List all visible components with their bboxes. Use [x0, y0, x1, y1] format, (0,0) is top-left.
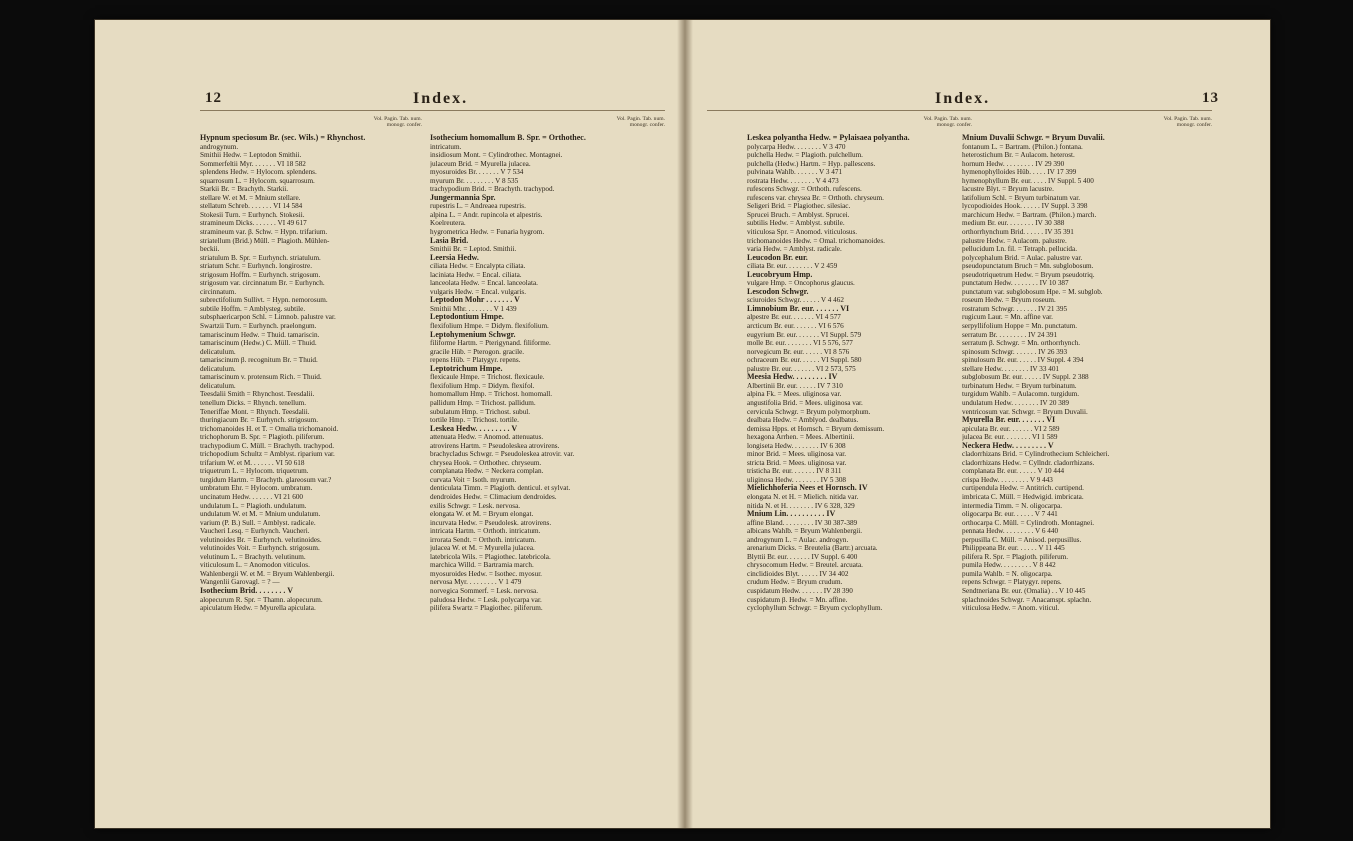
species-entry: squarrosum L. = Hylocom. squarrosum. [200, 176, 315, 185]
species-entry: crispa Hedw. . . . . . . . . V 9 443 [962, 475, 1053, 484]
species-entry: Starkii Br. = Brachyth. Starkii. [200, 185, 289, 194]
species-entry: Sommerfeltii Myr. . . . . . . VI 18 582 [200, 159, 306, 168]
species-entry: cuspidatum β. Hedw. = Mn. affine. [747, 595, 848, 604]
species-entry: intricata Hartm. = Orthoth. intricatum. [430, 527, 541, 536]
species-entry: insidiosum Mont. = Cylindrothec. Montagnei. [430, 151, 563, 160]
species-entry: longiseta Hedw. . . . . . . . IV 6 308 [747, 441, 846, 450]
species-entry: crudum Hedw. = Bryum crudum. [747, 578, 843, 587]
species-entry: striatum Schr. = Eurhynch. longirostre. [200, 262, 313, 271]
species-entry: rostrata Hedw. . . . . . . . V 4 473 [747, 176, 839, 185]
species-entry: alopecurum R. Spr. = Thamn. alopecurum. [200, 595, 323, 604]
genus-entry: Meesia Hedw. . . . . . . . . IV [747, 373, 838, 382]
species-entry: hexagona Arrhen. = Mees. Albertinii. [747, 433, 855, 442]
species-entry: delicatulum. [200, 364, 236, 373]
species-entry: brachycladus Schwgr. = Pseudoleskea atrovir. var. [430, 450, 575, 459]
species-entry: myurum Br. . . . . . . . . V 8 535 [430, 176, 519, 185]
species-entry: ochraceum Br. eur. . . . . . VI Suppl. 580 [747, 356, 862, 365]
species-entry: alpina L. = Andr. rupincola et alpestris. [430, 210, 543, 219]
species-entry: stramineum Dicks. . . . . . . VI 49 617 [200, 219, 307, 228]
species-entry: pellucidum Ln. fil. = Tetraph. pellucida. [962, 245, 1077, 254]
species-entry: curvata Voit = Isoth. myurum. [430, 475, 517, 484]
species-entry: Vaucheri Lesq. = Eurhynch. Vaucheri. [200, 527, 310, 536]
species-entry: orthocarpa C. Müll. = Cylindroth. Montagnei. [962, 518, 1095, 527]
species-entry: heterostichum Br. = Aulacom. heterost. [962, 151, 1075, 160]
entry-list [430, 134, 665, 613]
species-entry: cinclidioides Blyt. . . . . . IV 34 402 [747, 569, 849, 578]
species-entry: myosuroides Hedw. = Isothec. myosur. [430, 569, 542, 578]
species-entry: androgynum. [200, 142, 239, 151]
species-entry: undulatum Hedw. . . . . . . . IV 20 389 [962, 398, 1070, 407]
column-header: Vol. Pagin. Tab. num. monogr. confer. [616, 116, 665, 128]
species-entry: stellare W. et M. = Mnium stellare. [200, 193, 301, 202]
running-head-left: Index. [413, 90, 469, 107]
species-entry: roseum Hedw. = Bryum roseum. [962, 296, 1056, 305]
species-entry: hymenophyllum Br. eur. . . . . IV Suppl. 5 400 [962, 176, 1094, 185]
species-entry: marchicum Hedw. = Bartram. (Philon.) march. [962, 210, 1097, 219]
species-entry: cyclophyllum Schwgr. = Bryum cyclophyllum. [747, 604, 883, 613]
species-entry: exilis Schwgr. = Lesk. nervosa. [430, 501, 521, 510]
species-entry: turgidum Wahlb. = Aulacomn. turgidum. [962, 390, 1080, 399]
species-entry: ciliata Br. eur. . . . . . . . V 2 459 [747, 262, 838, 271]
entry-list [200, 134, 422, 613]
species-entry: repens Hüb. = Platygyr. repens. [430, 356, 521, 365]
species-entry: julaceum Brid. = Myurella julacea. [430, 159, 531, 168]
running-head-right: Index. [935, 90, 991, 107]
species-entry: rufescens Schwgr. = Orthoth. rufescens. [747, 185, 862, 194]
species-entry: varium (P. B.) Sull. = Amblyst. radicale. [200, 518, 316, 527]
species-entry: sciuroides Schwgr. . . . . . V 4 462 [747, 296, 844, 305]
right-page [687, 20, 1270, 828]
genus-entry: Leptodon Mohr . . . . . . . V [430, 296, 520, 305]
genus-entry: Leucobryum Hmp. [747, 270, 813, 279]
open-book [95, 20, 1270, 828]
genus-entry: Leskea Hedw. . . . . . . . . V [430, 424, 518, 433]
species-entry: latifolium Schl. = Bryum turbinatum var. [962, 193, 1081, 202]
species-entry: polycephalum Brid. = Aulac. palustre var. [962, 253, 1083, 262]
species-entry: cervicula Schwgr. = Bryum polymorphum. [747, 407, 871, 416]
species-entry: pumila Wahlb. = N. oligocarpa. [962, 569, 1053, 578]
species-entry: triquetrum L. = Hylocom. triquetrum. [200, 467, 309, 476]
species-entry: rostratum Schwgr. . . . . . . IV 21 395 [962, 304, 1068, 313]
species-entry: trachypodium C. Müll. = Brachyth. trachypod. [200, 441, 335, 450]
species-entry: delicatulum. [200, 347, 236, 356]
species-entry: affine Bland. . . . . . . . . IV 30 387-389 [747, 518, 858, 527]
header-rule-left [200, 110, 665, 111]
genus-entry: Mnium Lin. . . . . . . . . . IV [747, 510, 836, 519]
species-entry: punctatum Hedw. . . . . . . . IV 10 387 [962, 279, 1069, 288]
species-entry: elongata W. et M. = Bryum elongat. [430, 510, 534, 519]
index-column-4 [962, 116, 1212, 613]
species-entry: minor Brid. = Mees. uliginosa var. [747, 450, 847, 459]
species-entry: varia Hedw. = Amblyst. radicale. [747, 245, 842, 254]
species-entry: oligocarpa Br. eur. . . . . . V 7 441 [962, 510, 1058, 519]
species-entry: palustre Hedw. = Aulacom. palustre. [962, 236, 1067, 245]
species-entry: tamariscinum Hedw. = Thuid. tamariscin. [200, 330, 320, 339]
genus-entry: Leskea polyantha Hedw. = Pylaisaea polyantha. [747, 134, 910, 142]
species-entry: turbinatum Hedw. = Bryum turbinatum. [962, 381, 1077, 390]
genus-entry: Leptohymenium Schwgr. [430, 330, 516, 339]
species-entry: atrovirens Hartm. = Pseudoleskea atrovirens. [430, 441, 560, 450]
column-header: Vol. Pagin. Tab. num. monogr. confer. [923, 116, 972, 128]
species-entry: Wangenlii Garovagl. = ? — [200, 578, 280, 587]
species-entry: stramineum var. β. Schw. = Hypn. trifarium. [200, 228, 328, 237]
index-column-1 [200, 116, 422, 613]
species-entry: arenarium Dicks. = Breutelia (Bartr.) arcuata. [747, 544, 878, 553]
species-entry: trachypodium Brid. = Brachyth. trachypod. [430, 185, 555, 194]
species-entry: serratum Br. . . . . . . . . IV 24 391 [962, 330, 1058, 339]
species-entry: arcticum Br. eur. . . . . . . VI 6 576 [747, 322, 844, 331]
species-entry: Teneriffae Mont. = Rhynch. Teesdalii. [200, 407, 310, 416]
species-entry: trichomanoides H. et T. = Omalia trichomanoid. [200, 424, 339, 433]
species-entry: dealbata Hedw. = Amblyod. dealbatus. [747, 416, 859, 425]
species-entry: ventricosum var. Schwgr. = Bryum Duvalii. [962, 407, 1088, 416]
species-entry: polycarpa Hedw. . . . . . . . V 3 470 [747, 142, 846, 151]
species-entry: splachnoides Schwgr. = Anacamspt. splachn. [962, 595, 1092, 604]
species-entry: Smithii Hedw. = Leptodon Smithii. [200, 151, 302, 160]
species-entry: spinulosum Br. eur. . . . . . IV Suppl. 4 394 [962, 356, 1084, 365]
entry-list [962, 134, 1212, 613]
species-entry: tamariscinum v. protensum Rich. = Thuid. [200, 373, 322, 382]
species-entry: homomallum Hmp. = Trichost. homomall. [430, 390, 553, 399]
species-entry: denticulata Timm. = Plagioth. denticul. et sylvat. [430, 484, 571, 493]
species-entry: ciliata Hedw. = Encalypta ciliata. [430, 262, 526, 271]
species-entry: subsphaericarpon Schl. = Limnob. palustre var. [200, 313, 336, 322]
species-entry: splendens Hedw. = Hylocom. splendens. [200, 168, 317, 177]
species-entry: flexicaule Hmpe. = Trichost. flexicaule. [430, 373, 545, 382]
genus-entry: Myurella Br. eur. . . . . . . VI [962, 416, 1056, 425]
species-entry: subrectifolium Sullivt. = Hypn. nemorosum. [200, 296, 328, 305]
species-entry: complanata Br. eur. . . . . . V 10 444 [962, 467, 1065, 476]
species-entry: Seligeri Brid. = Plagiothec. silesiac. [747, 202, 851, 211]
genus-entry: Lescodon Schwgr. [747, 287, 809, 296]
species-entry: pilifera R. Spr. = Plagioth. piliferum. [962, 552, 1069, 561]
species-entry: thuringiacum Br. = Eurhynch. strigosum. [200, 416, 319, 425]
species-entry: alpina Fk. = Mees. uliginosa var. [747, 390, 842, 399]
page-number-right: 13 [1202, 90, 1219, 106]
genus-entry: Leptotrichum Hmpe. [430, 364, 503, 373]
species-entry: Smithii Br. = Leptod. Smithii. [430, 245, 517, 254]
species-entry: pilifera Swartz = Plagiothec. piliferum. [430, 604, 543, 613]
species-entry: pallidum Hmp. = Trichost. pallidum. [430, 398, 536, 407]
species-entry: tristichа Br. eur. . . . . . . IV 8 311 [747, 467, 842, 476]
species-entry: Wahlenbergii W. et M. = Bryum Wahlenbergii. [200, 569, 335, 578]
species-entry: stellare Hedw. . . . . . . . IV 33 401 [962, 364, 1060, 373]
genus-entry: Jungermannia Spr. [430, 193, 496, 202]
genus-entry: Isothecium Brid. . . . . . . . V [200, 586, 293, 595]
species-entry: orthorrhynchum Brid. . . . . . IV 35 391 [962, 228, 1074, 237]
species-entry: undulatum W. et M. = Mnium undulatum. [200, 510, 321, 519]
species-entry: irrorata Sendt. = Orthoth. intricatum. [430, 535, 537, 544]
species-entry: velutinoides Br. = Eurhynch. velutinoides. [200, 535, 322, 544]
species-entry: tenellum Dicks. = Rhynch. tenellum. [200, 398, 307, 407]
species-entry: stellatum Schreb. . . . . . . VI 14 584 [200, 202, 303, 211]
species-entry: pulchella Hedw. = Plagioth. pulchellum. [747, 151, 863, 160]
species-entry: apiculatum Hedw. = Myurella apiculata. [200, 604, 316, 613]
species-entry: dendroides Hedw. = Climacium dendroides. [430, 492, 557, 501]
genus-entry: Lasia Brid. [430, 236, 469, 245]
species-entry: cuspidatum Hedw. . . . . . . IV 28 390 [747, 586, 853, 595]
species-entry: striatulum B. Spr. = Eurhynch. striatulum. [200, 253, 321, 262]
species-entry: androgynum L. = Aulac. androgyn. [747, 535, 849, 544]
species-entry: strigosum Hoffm. = Eurhynch. strigosum. [200, 270, 321, 279]
species-entry: molle Br. eur. . . . . . . . VI 5 576, 577 [747, 339, 853, 348]
species-entry: pulvinata Wahlb. . . . . . . V 3 471 [747, 168, 843, 177]
species-entry: pseudotriquetrum Hedw. = Bryum pseudotriq. [962, 270, 1095, 279]
species-entry: rupestris L. = Andreaea rupestris. [430, 202, 526, 211]
species-entry: turgidum Hartm. = Brachyth. glareosum var.? [200, 475, 332, 484]
species-entry: angustifolia Brid. = Mees. uliginosa var. [747, 398, 863, 407]
species-entry: perpusilla C. Müll. = Anisod. perpusillus. [962, 535, 1082, 544]
species-entry: imbricata C. Müll. = Hedwigid. imbricata. [962, 492, 1084, 501]
species-entry: serpyllifolium Hoppe = Mn. punctatum. [962, 322, 1078, 331]
species-entry: albicans Wahlb. = Bryum Wahlenbergii. [747, 527, 863, 536]
species-entry: myosuroides Br. . . . . . . V 7 534 [430, 168, 524, 177]
species-entry: stricta Brid. = Mees. uliginosa var. [747, 458, 847, 467]
species-entry: hygrometrica Hedw. = Funaria hygrom. [430, 228, 545, 237]
species-entry: hornum Hedw. . . . . . . . . IV 29 390 [962, 159, 1065, 168]
genus-entry: Mielichhoferia Nees et Hornsch. IV [747, 484, 868, 493]
species-entry: viticulosa Spr. = Anomod. viticulosus. [747, 228, 858, 237]
species-entry: tortile Hmp. = Trichost. tortile. [430, 416, 519, 425]
species-entry: circinnatum. [200, 287, 237, 296]
genus-entry: Leucodon Br. eur. [747, 253, 808, 262]
species-entry: pumila Hedw. . . . . . . . . V 8 442 [962, 561, 1056, 570]
species-entry: rufescens var. chrysea Br. = Orthoth. chryseum. [747, 193, 884, 202]
species-entry: marchica Willd. = Bartramia march. [430, 561, 534, 570]
species-entry: Stokesii Turn. = Eurhynch. Stokesii. [200, 210, 305, 219]
species-entry: julacea W. et M. = Myurella julacea. [430, 544, 535, 553]
species-entry: trifarium W. et M. . . . . . . VI 50 618 [200, 458, 305, 467]
species-entry: pulchella (Hedw.) Hartm. = Hyp. pallescens. [747, 159, 876, 168]
species-entry: nervosa Myr. . . . . . . . . V 1 479 [430, 578, 522, 587]
species-entry: intricatum. [430, 142, 462, 151]
species-entry: apiculata Br. eur. . . . . . . VI 2 589 [962, 424, 1060, 433]
index-column-2 [430, 116, 665, 613]
species-entry: filiforme Hartm. = Pterigynand. filiforme. [430, 339, 551, 348]
species-entry: complanata Hedw. = Neckera complan. [430, 467, 544, 476]
species-entry: vulgaris Hedw. = Encal. vulgaris. [430, 287, 527, 296]
species-entry: undulatum L. = Plagioth. undulatum. [200, 501, 307, 510]
species-entry: pennata Hedw. . . . . . . . . V 6 440 [962, 527, 1059, 536]
species-entry: fontanum L. = Bartram. (Philon.) fontana. [962, 142, 1083, 151]
species-entry: demissa Hpps. et Hornsch. = Bryum demissum. [747, 424, 885, 433]
species-entry: punctatum var. subglobosum Hpe. = M. subglob. [962, 287, 1103, 296]
genus-entry: Hypnum speciosum Br. (sec. Wils.) = Rhynchost. [200, 134, 366, 142]
species-entry: attenuata Hedw. = Anomod. attenuatus. [430, 433, 544, 442]
species-entry: medium Br. eur. . . . . . . . IV 30 388 [962, 219, 1065, 228]
species-entry: Sprucei Bruch. = Amblyst. Sprucei. [747, 210, 850, 219]
species-entry: uliginosa Hedw. . . . . . . . IV 5 308 [747, 475, 847, 484]
species-entry: trichopodium Schultz = Amblyst. riparium var. [200, 450, 335, 459]
species-entry: Philippeana Br. eur. . . . . . V 11 445 [962, 544, 1065, 553]
species-entry: Albertinii Br. eur. . . . . . IV 7 310 [747, 381, 843, 390]
genus-entry: Mnium Duvalii Schwgr. = Bryum Duvalii. [962, 134, 1105, 142]
species-entry: laciniata Hedw. = Encal. ciliata. [430, 270, 522, 279]
species-entry: tamariscinum (Hedw.) C. Müll. = Thuid. [200, 339, 317, 348]
species-entry: umbratum Ehr. = Hylocom. umbratum. [200, 484, 313, 493]
species-entry: trichophorum B. Spr. = Plagioth. piliferum. [200, 433, 325, 442]
genus-entry: Leersia Hedw. [430, 253, 479, 262]
left-page [95, 20, 683, 828]
column-header: Vol. Pagin. Tab. num. monogr. confer. [373, 116, 422, 128]
species-entry: subtile Hoffm. = Amblysteg. subtile. [200, 304, 306, 313]
species-entry: Smithii Mhr. . . . . . . . V 1 439 [430, 304, 517, 313]
species-entry: cladorrhizans Hedw. = Cyllndr. cladorrhizans. [962, 458, 1095, 467]
species-entry: latebricola Wils. = Plagiothec. latebricola. [430, 552, 551, 561]
species-entry: curtipendula Hedw. = Antitrich. curtipend. [962, 484, 1084, 493]
species-entry: subulatum Hmp. = Trichost. subul. [430, 407, 531, 416]
species-entry: viticulosa Hedw. = Anom. viticul. [962, 604, 1060, 613]
species-entry: serratum β. Schwgr. = Mn. orthorrhynch. [962, 339, 1081, 348]
species-entry: cladorrhizans Brid. = Cylindrothecium Schleicheri. [962, 450, 1110, 459]
species-entry: subglobosum Br. eur. . . . . . IV Suppl. 2 388 [962, 373, 1089, 382]
species-entry: Teesdalii Smith = Rhynchost. Teesdalii. [200, 390, 315, 399]
species-entry: Blyttii Br. eur. . . . . . . IV Suppl. 6 400 [747, 552, 858, 561]
species-entry: Sendtneriana Br. eur. (Omalia) . . V 10 445 [962, 586, 1086, 595]
species-entry: beckii. [200, 245, 220, 254]
species-entry: viticulosum L. = Anomodon viticulos. [200, 561, 310, 570]
species-entry: uncinatum Hedw. . . . . . . VI 21 600 [200, 492, 304, 501]
species-entry: alpestre Br. eur. . . . . . . VI 4 577 [747, 313, 841, 322]
species-entry: elongata N. et H. = Mielich. nitida var. [747, 492, 859, 501]
species-entry: incurvata Hedw. = Pseudolesk. atrovirens. [430, 518, 552, 527]
species-entry: striatellum (Brid.) Müll. = Plagioth. Mühlen- [200, 236, 330, 245]
species-entry: julacea Br. eur. . . . . . . . VI 1 589 [962, 433, 1058, 442]
species-entry: norvegicum Br. eur. . . . . . VI 8 576 [747, 347, 850, 356]
genus-entry: Leptodontium Hmpe. [430, 313, 504, 322]
genus-entry: Limnobium Br. eur. . . . . . . VI [747, 304, 850, 313]
species-entry: velutinoides Voit. = Eurhynch. strigosum. [200, 544, 320, 553]
species-entry: rugicum Laur. = Mn. affine var. [962, 313, 1053, 322]
header-rule-right [707, 110, 1212, 111]
species-entry: Swartzii Turn. = Eurhynch. praelongum. [200, 322, 317, 331]
species-entry: paludosa Hedw. = Lesk. polycarpa var. [430, 595, 542, 604]
species-entry: intermedia Timm. = N. oligocarpa. [962, 501, 1063, 510]
genus-entry: Neckera Hedw. . . . . . . . . V [962, 441, 1054, 450]
species-entry: lycopodioides Hook. . . . . . IV Suppl. 3 398 [962, 202, 1088, 211]
column-header: Vol. Pagin. Tab. num. monogr. confer. [1163, 116, 1212, 128]
species-entry: repens Schwgr. = Platygyr. repens. [962, 578, 1062, 587]
species-entry: palustre Br. eur. . . . . . . VI 2 573, 575 [747, 364, 856, 373]
species-entry: flexifolium Hmpe. = Didym. flexifolium. [430, 322, 549, 331]
genus-entry: Isothecium homomallum B. Spr. = Orthothec. [430, 134, 586, 142]
species-entry: norvegica Sommerf. = Lesk. nervosa. [430, 586, 539, 595]
species-entry: spinosum Schwgr. . . . . . . IV 26 393 [962, 347, 1068, 356]
index-column-3 [747, 116, 972, 613]
species-entry: hymenophylloides Hüb. . . . . IV 17 399 [962, 168, 1077, 177]
species-entry: velutinum L. = Brachyth. velutinum. [200, 552, 306, 561]
species-entry: gracile Hüb. = Pterogon. gracile. [430, 347, 525, 356]
species-entry: strigosum var. circinnatum Br. = Eurhynch. [200, 279, 325, 288]
species-entry: pseudopunctatum Bruch = Mn. subglobosum. [962, 262, 1094, 271]
species-entry: nitida N. et H. . . . . . . . IV 6 328, 329 [747, 501, 855, 510]
species-entry: lacustre Blyt. = Bryum lacustre. [962, 185, 1054, 194]
species-entry: vulgare Hmp. = Oncophorus glaucus. [747, 279, 855, 288]
species-entry: flexifolium Hmp. = Didym. flexifol. [430, 381, 535, 390]
species-entry: delicatulum. [200, 381, 236, 390]
page-number-left: 12 [205, 90, 222, 106]
entry-list [747, 134, 972, 613]
species-entry: eugyrium Br. eur. . . . . . . VI Suppl. 579 [747, 330, 862, 339]
species-entry: Koelreutera. [430, 219, 466, 228]
species-entry: trichomanoides Hedw. = Omal. trichomanoides. [747, 236, 885, 245]
species-entry: lanceolata Hedw. = Encal. lanceolata. [430, 279, 538, 288]
species-entry: subtilis Hedw. = Amblyst. subtile. [747, 219, 845, 228]
species-entry: tamariscinum β. recognitum Br. = Thuid. [200, 356, 318, 365]
species-entry: chrysea Hook. = Orthothec. chryseum. [430, 458, 542, 467]
species-entry: chrysocomum Hedw. = Breutel. arcuata. [747, 561, 863, 570]
